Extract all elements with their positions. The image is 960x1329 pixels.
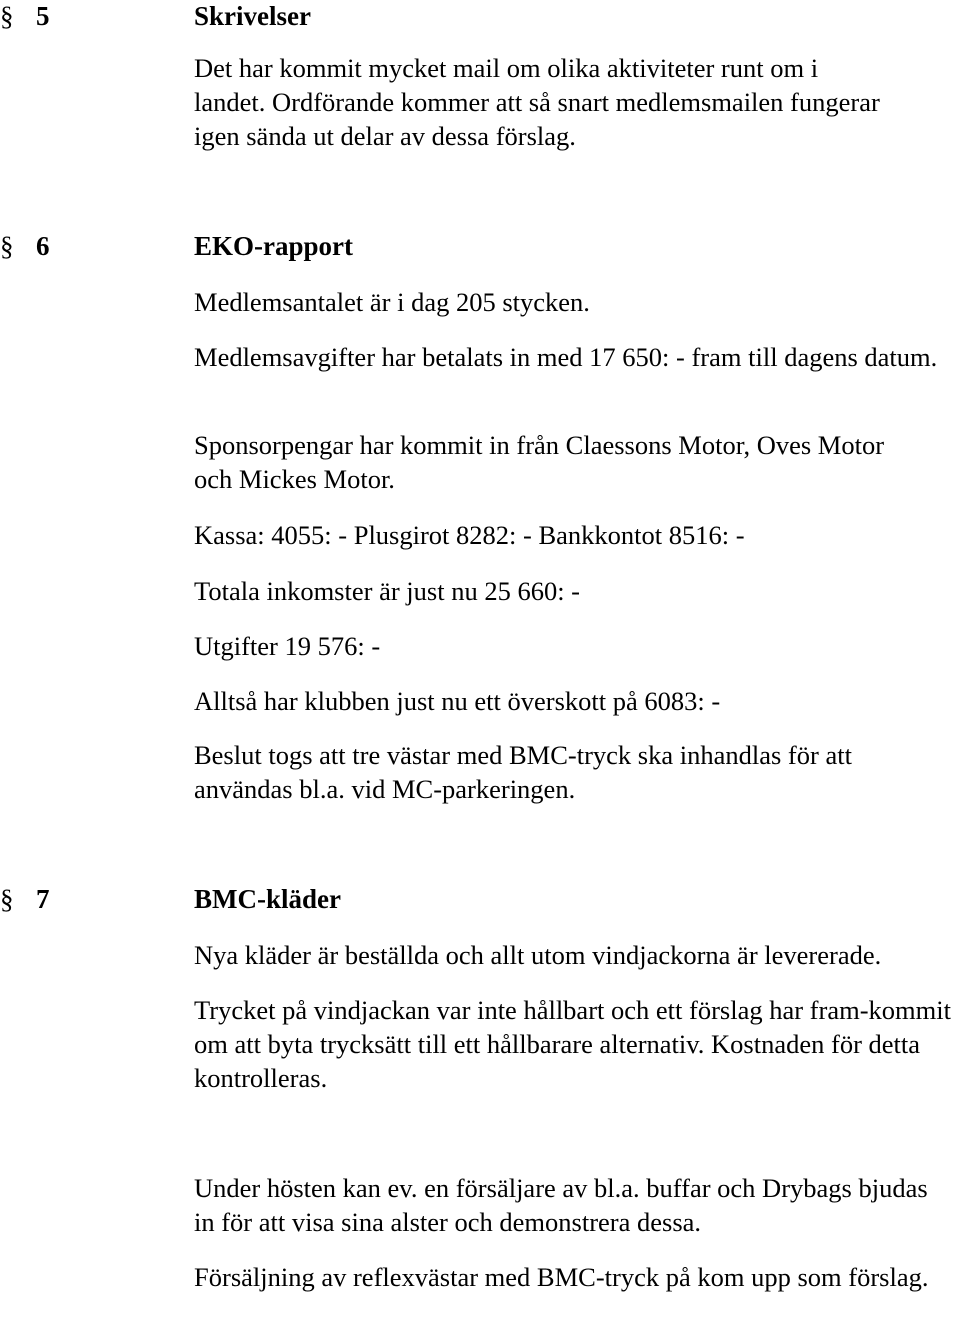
paragraph: Under hösten kan ev. en försäljare av bl.a. buffar och Drybags bjudas in för att visa sina alster och demonstrera dessa.: [194, 1173, 928, 1237]
paragraph: Totala inkomster är just nu 25 660: -: [194, 576, 581, 606]
paragraph: Utgifter 19 576: -: [194, 631, 381, 661]
paragraph: Medlemsantalet är i dag 205 stycken.: [194, 287, 590, 317]
paragraph: Alltså har klubben just nu ett överskott på 6083: -: [194, 686, 721, 716]
section-number: 6: [36, 231, 50, 261]
section-title: EKO-rapport: [194, 231, 353, 261]
section-sign: §: [0, 231, 14, 261]
section-title: Skrivelser: [194, 1, 311, 31]
paragraph: Det har kommit mycket mail om olika aktiviteter runt om i landet. Ordförande kommer att så snart medlemsmailen fungerar igen sända ut delar av dessa förslag.: [194, 53, 880, 151]
paragraph: Beslut togs att tre västar med BMC-tryck ska inhandlas för att användas bl.a. vid MC-parkeringen.: [194, 740, 852, 804]
section-title: BMC-kläder: [194, 884, 341, 914]
section-sign: §: [0, 884, 14, 914]
paragraph: Medlemsavgifter har betalats in med 17 650: - fram till dagens datum.: [194, 342, 938, 372]
paragraph: Trycket på vindjackan var inte hållbart och ett förslag har fram-kommit om att byta trycksätt till ett hållbarare alternativ. Kostnaden för detta kontrolleras.: [194, 995, 951, 1093]
section-sign: §: [0, 1, 14, 31]
paragraph: Försäljning av reflexvästar med BMC-tryck på kom upp som förslag.: [194, 1262, 929, 1292]
section-number: 5: [36, 1, 50, 31]
paragraph: Sponsorpengar har kommit in från Claessons Motor, Oves Motor och Mickes Motor.: [194, 430, 885, 494]
paragraph: Kassa: 4055: - Plusgirot 8282: - Bankkontot 8516: -: [194, 520, 745, 550]
section-number: 7: [36, 884, 50, 914]
paragraph: Nya kläder är beställda och allt utom vindjackorna är levererade.: [194, 940, 882, 970]
